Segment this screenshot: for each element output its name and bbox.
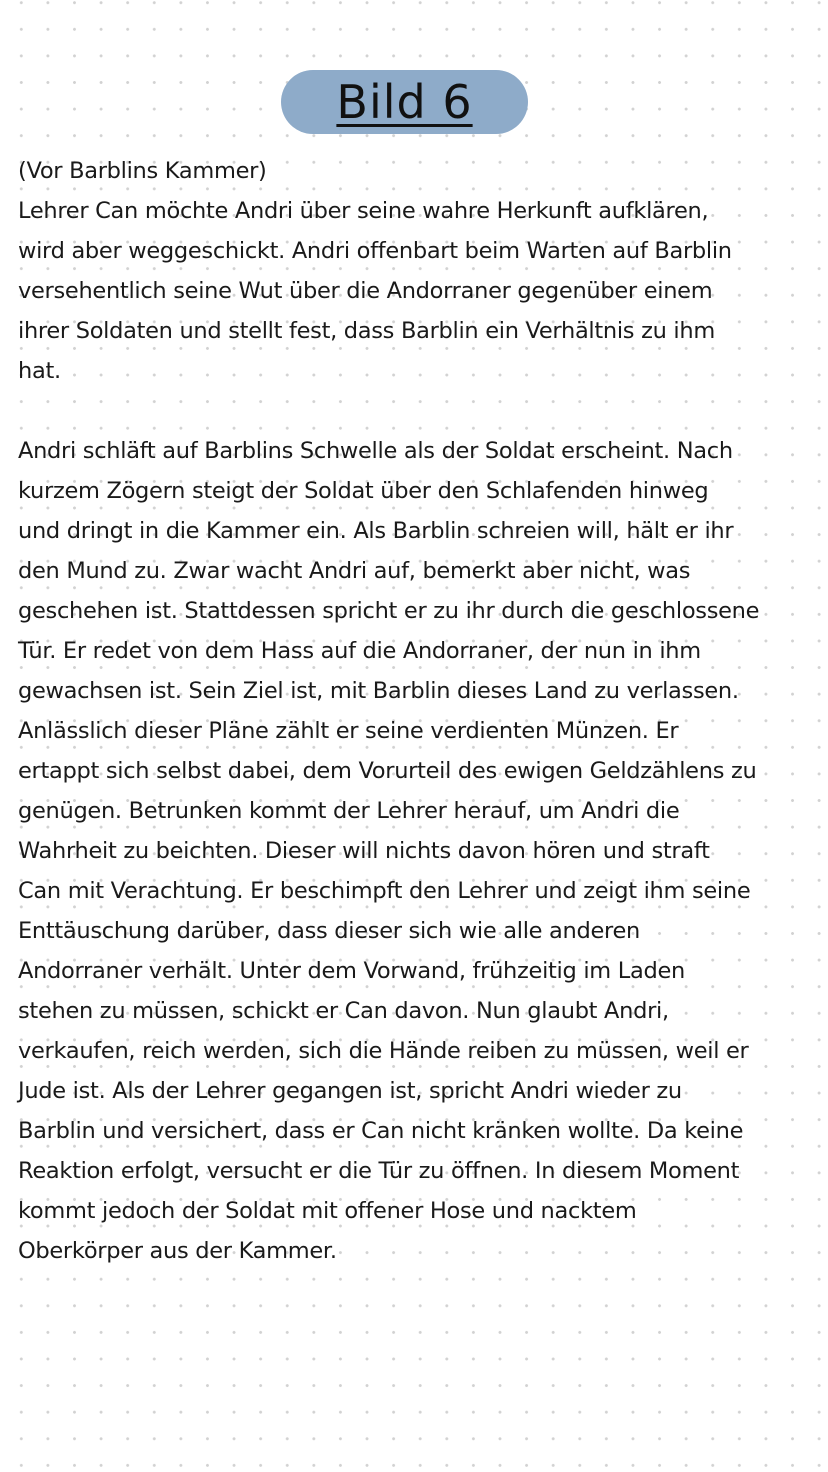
text-line: Reaktion erfolgt, versucht er die Tür zu öffnen. In diesem Moment — [18, 1158, 740, 1184]
text-line: Andorraner verhält. Unter dem Vorwand, frühzeitig im Laden — [18, 958, 685, 984]
text-line: (Vor Barblins Kammer) — [18, 158, 267, 184]
text-line: Wahrheit zu beichten. Dieser will nichts davon hören und straft — [18, 838, 710, 864]
text-line: Tür. Er redet von dem Hass auf die Andorraner, der nun in ihm — [18, 638, 701, 664]
text-line: kommt jedoch der Soldat mit offener Hose und nacktem — [18, 1198, 637, 1224]
text-line: Can mit Verachtung. Er beschimpft den Lehrer und zeigt ihm seine — [18, 878, 751, 904]
text-line: Andri schläft auf Barblins Schwelle als der Soldat erscheint. Nach — [18, 438, 733, 464]
summary-paragraph-1 — [18, 151, 822, 391]
text-line: verkaufen, reich werden, sich die Hände reiben zu müssen, weil er — [18, 1038, 749, 1064]
text-line: stehen zu müssen, schickt er Can davon. Nun glaubt Andri, — [18, 998, 669, 1024]
text-line: genügen. Betrunken kommt der Lehrer herauf, um Andri die — [18, 798, 680, 824]
text-line: Oberkörper aus der Kammer. — [18, 1238, 337, 1264]
text-line: wird aber weggeschickt. Andri offenbart beim Warten auf Barblin — [18, 238, 732, 264]
text-line: gewachsen ist. Sein Ziel ist, mit Barblin dieses Land zu verlassen. — [18, 678, 739, 704]
text-line: ihrer Soldaten und stellt fest, dass Barblin ein Verhältnis zu ihm — [18, 318, 715, 344]
page-title: Bild 6 — [336, 75, 473, 129]
text-line: ertappt sich selbst dabei, dem Vorurteil des ewigen Geldzählens zu — [18, 758, 757, 784]
text-line: hat. — [18, 358, 61, 384]
text-line: und dringt in die Kammer ein. Als Barblin schreien will, hält er ihr — [18, 518, 734, 544]
text-line: geschehen ist. Stattdessen spricht er zu ihr durch die geschlossene — [18, 598, 760, 624]
summary-paragraph-2 — [18, 431, 822, 1271]
text-line: Jude ist. Als der Lehrer gegangen ist, spricht Andri wieder zu — [18, 1078, 682, 1104]
title-pill — [281, 70, 528, 134]
text-line: den Mund zu. Zwar wacht Andri auf, bemerkt aber nicht, was — [18, 558, 691, 584]
text-line: Enttäuschung darüber, dass dieser sich wie alle anderen — [18, 918, 640, 944]
text-line: Anlässlich dieser Pläne zählt er seine verdienten Münzen. Er — [18, 718, 679, 744]
text-line: versehentlich seine Wut über die Andorraner gegenüber einem — [18, 278, 713, 304]
text-line: kurzem Zögern steigt der Soldat über den Schlafenden hinweg — [18, 478, 709, 504]
text-line: Barblin und versichert, dass er Can nicht kränken wollte. Da keine — [18, 1118, 744, 1144]
text-line: Lehrer Can möchte Andri über seine wahre Herkunft aufklären, — [18, 198, 709, 224]
